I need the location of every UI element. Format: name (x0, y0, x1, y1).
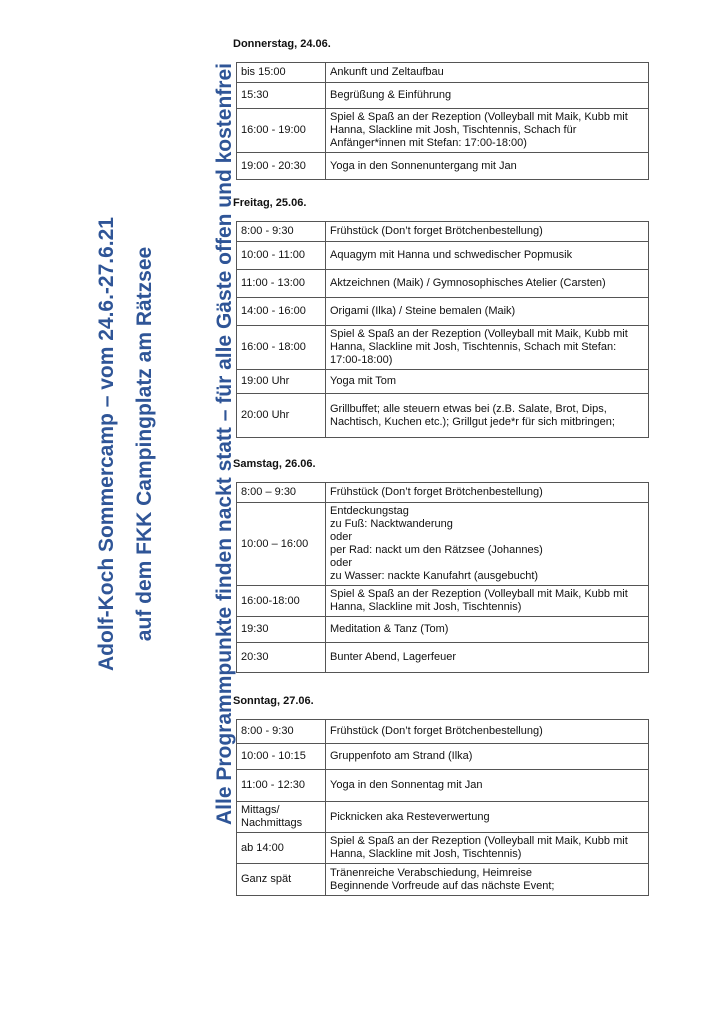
day-title: Donnerstag, 24.06. (233, 38, 331, 50)
activity-cell: Yoga mit Tom (326, 370, 649, 394)
table-row (237, 503, 649, 586)
time-cell: Ganz spät (237, 864, 326, 896)
table-row (237, 864, 649, 896)
time-cell: 10:00 - 10:15 (237, 744, 326, 770)
table-row (237, 770, 649, 802)
table-row (237, 242, 649, 270)
activity-cell: Bunter Abend, Lagerfeuer (326, 643, 649, 673)
time-cell: 10:00 - 11:00 (237, 242, 326, 270)
table-row (237, 370, 649, 394)
activity-cell: Frühstück (Don’t forget Brötchenbestellung) (326, 720, 649, 744)
schedule-table (236, 221, 649, 438)
time-cell: 20:30 (237, 643, 326, 673)
activity-cell: Frühstück (Don’t forget Brötchenbestellung) (326, 222, 649, 242)
time-cell: 8:00 - 9:30 (237, 720, 326, 744)
camp-note: Alle Programmpunkte finden nackt statt – für alle Gäste offen und kostenfrei (213, 63, 236, 825)
table-row (237, 298, 649, 326)
sidebar-title-block (50, 40, 236, 980)
activity-cell: Tränenreiche Verabschiedung, Heimreise Beginnende Vorfreude auf das nächste Event; (326, 864, 649, 896)
table-row (237, 586, 649, 617)
table-row (237, 222, 649, 242)
activity-cell: Origami (Ilka) / Steine bemalen (Maik) (326, 298, 649, 326)
table-row (237, 617, 649, 643)
table-row (237, 153, 649, 180)
time-cell: 15:30 (237, 83, 326, 109)
time-cell: 8:00 - 9:30 (237, 222, 326, 242)
table-row (237, 483, 649, 503)
activity-cell: Begrüßung & Einführung (326, 83, 649, 109)
activity-cell: Ankunft und Zeltaufbau (326, 63, 649, 83)
table-row (237, 833, 649, 864)
time-cell: 10:00 – 16:00 (237, 503, 326, 586)
activity-cell: Picknicken aka Resteverwertung (326, 802, 649, 833)
time-cell: 19:00 - 20:30 (237, 153, 326, 180)
time-cell: 8:00 – 9:30 (237, 483, 326, 503)
camp-title: Adolf-Koch Sommercamp – vom 24.6.-27.6.21 (95, 217, 118, 671)
activity-cell: Yoga in den Sonnenuntergang mit Jan (326, 153, 649, 180)
time-cell: 20:00 Uhr (237, 394, 326, 438)
activity-cell: Grillbuffet; alle steuern etwas bei (z.B. Salate, Brot, Dips, Nachtisch, Kuchen etc.); Grillgut jede*r für sich mitbringen; (326, 394, 649, 438)
activity-cell: Aquagym mit Hanna und schwedischer Popmusik (326, 242, 649, 270)
activity-cell: Yoga in den Sonnentag mit Jan (326, 770, 649, 802)
activity-cell: Spiel & Spaß an der Rezeption (Volleyball mit Maik, Kubb mit Hanna, Slackline mit Josh, Tischtennis, Schach mit Stefan: 17:00-18:00) (326, 326, 649, 370)
activity-cell: Frühstück (Don’t forget Brötchenbestellung) (326, 483, 649, 503)
time-cell: 11:00 - 13:00 (237, 270, 326, 298)
table-row (237, 802, 649, 833)
day-title: Sonntag, 27.06. (233, 695, 314, 707)
time-cell: Mittags/ Nachmittags (237, 802, 326, 833)
day-title: Samstag, 26.06. (233, 458, 316, 470)
day-title: Freitag, 25.06. (233, 197, 307, 209)
schedule-table (236, 482, 649, 673)
time-cell: 14:00 - 16:00 (237, 298, 326, 326)
table-row (237, 109, 649, 153)
time-cell: 19:30 (237, 617, 326, 643)
time-cell: 19:00 Uhr (237, 370, 326, 394)
table-row (237, 326, 649, 370)
time-cell: 16:00 - 19:00 (237, 109, 326, 153)
schedule-table (236, 62, 649, 180)
schedule-table (236, 719, 649, 896)
time-cell: bis 15:00 (237, 63, 326, 83)
time-cell: ab 14:00 (237, 833, 326, 864)
camp-location: auf dem FKK Campingplatz am Rätzsee (133, 246, 156, 642)
table-row (237, 270, 649, 298)
schedule (233, 38, 653, 896)
activity-cell: Meditation & Tanz (Tom) (326, 617, 649, 643)
table-row (237, 720, 649, 744)
activity-cell: Gruppenfoto am Strand (Ilka) (326, 744, 649, 770)
table-row (237, 643, 649, 673)
time-cell: 11:00 - 12:30 (237, 770, 326, 802)
table-row (237, 394, 649, 438)
activity-cell: Aktzeichnen (Maik) / Gymnosophisches Atelier (Carsten) (326, 270, 649, 298)
table-row (237, 744, 649, 770)
time-cell: 16:00-18:00 (237, 586, 326, 617)
activity-cell: Spiel & Spaß an der Rezeption (Volleyball mit Maik, Kubb mit Hanna, Slackline mit Josh, Tischtennis) (326, 833, 649, 864)
activity-cell: Spiel & Spaß an der Rezeption (Volleyball mit Maik, Kubb mit Hanna, Slackline mit Josh, Tischtennis, Schach für Anfänger*innen mit Stefan: 17:00-18:00) (326, 109, 649, 153)
table-row (237, 63, 649, 83)
activity-cell: Entdeckungstag zu Fuß: Nacktwanderung oder per Rad: nackt um den Rätzsee (Johannes) oder zu Wasser: nackte Kanufahrt (ausgebucht) (326, 503, 649, 586)
time-cell: 16:00 - 18:00 (237, 326, 326, 370)
table-row (237, 83, 649, 109)
activity-cell: Spiel & Spaß an der Rezeption (Volleyball mit Maik, Kubb mit Hanna, Slackline mit Josh, Tischtennis) (326, 586, 649, 617)
